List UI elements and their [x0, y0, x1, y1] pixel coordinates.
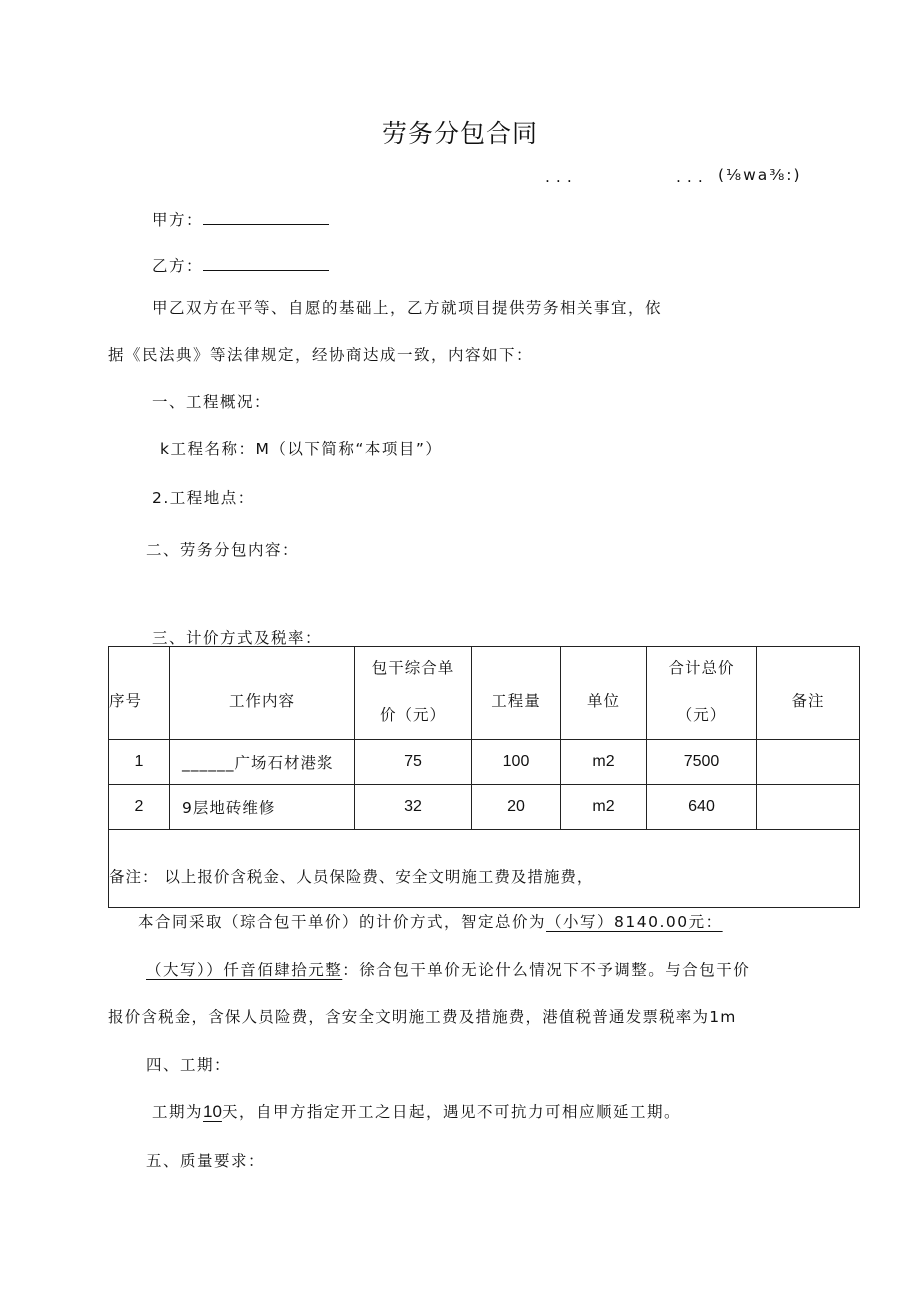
header-remark: 备注 — [791, 692, 825, 710]
row-1-remark — [757, 740, 860, 785]
row-2-unit: m2 — [561, 785, 647, 830]
table-row — [109, 740, 860, 785]
header-remark-cell — [757, 647, 860, 740]
pricing-table — [108, 646, 860, 908]
intro-line-2: 据《民法典》等法律规定，经协商达成一致，内容如下： — [108, 346, 534, 364]
header-seq: 序号 — [109, 692, 143, 710]
total-amount-lower: （小写）8140.00元： — [546, 913, 723, 931]
header-seq-cell — [109, 647, 170, 740]
period-pre: 工期为 — [152, 1103, 204, 1121]
party-a-label: 甲方： — [152, 211, 204, 229]
total-amount-upper: （大写））仟音佰肆拾元整 — [146, 961, 343, 979]
header-unit: 单位 — [586, 692, 620, 710]
project-name-item: k工程名称：M（以下简称“本项目”） — [160, 440, 443, 458]
header-total-cell — [647, 647, 757, 740]
row-2-price: 32 — [355, 785, 472, 830]
intro-line-1: 甲乙双方在平等、自愿的基础上，乙方就项目提供劳务相关事宜，依 — [152, 299, 663, 317]
pricing-line-2 — [146, 958, 750, 980]
party-a-blank — [203, 208, 329, 225]
party-b-line — [152, 254, 329, 276]
party-a-line — [152, 208, 329, 230]
contract-no-dots-b: ... — [676, 168, 709, 186]
row-2-total: 640 — [647, 785, 757, 830]
section-1-heading: 一、工程概况： — [152, 393, 272, 411]
header-content: 工作内容 — [228, 692, 295, 710]
party-b-label: 乙方： — [152, 257, 204, 275]
header-unit-cell — [561, 647, 647, 740]
row-1-price: 75 — [355, 740, 472, 785]
table-row — [109, 785, 860, 830]
pricing-line-1 — [138, 910, 723, 932]
party-b-blank — [203, 254, 329, 271]
table-note-cell — [109, 830, 860, 908]
row-2-content: 9层地砖维修 — [170, 785, 355, 830]
page-title: 劳务分包合同 — [381, 119, 538, 148]
section-3-heading: 三、计价方式及税率： — [152, 629, 323, 647]
header-total — [647, 645, 756, 739]
table-note: 备注： 以上报价含税金、人员保险费、安全文明施工费及措施费， — [109, 868, 594, 886]
row-1-content: ______广场石材港浆 — [170, 740, 355, 785]
row-2-remark — [757, 785, 860, 830]
section-5-heading: 五、质量要求： — [146, 1152, 266, 1170]
header-unit-price-line1: 包干综合单 — [371, 659, 455, 677]
header-quantity: 工程量 — [491, 692, 541, 710]
pricing-clause-text: ：徐合包干单价无论什么情况下不予调整。与合包干价 — [342, 961, 751, 979]
pricing-method-text: 本合同采取（琮合包干单价）的计价方式，智定总价为 — [138, 913, 547, 931]
contract-no-garbled: (⅛wa⅜:) — [718, 166, 802, 184]
row-1-unit: m2 — [561, 740, 647, 785]
period-post: 天，自甲方指定开工之日起，遇见不可抗力可相应顺延工期。 — [221, 1103, 681, 1121]
header-total-line2: （元） — [676, 706, 727, 724]
row-1-qty: 100 — [472, 740, 561, 785]
table-header-row — [109, 647, 860, 740]
header-unit-price-cell — [355, 647, 472, 740]
contract-no-dots-a: ... — [545, 168, 578, 186]
row-1-total: 7500 — [647, 740, 757, 785]
period-days: 10 — [203, 1102, 222, 1121]
header-total-line1: 合计总价 — [668, 659, 735, 677]
header-content-cell — [170, 647, 355, 740]
period-line — [152, 1100, 681, 1122]
header-unit-price-line2: 价（元） — [379, 706, 446, 724]
header-quantity-cell — [472, 647, 561, 740]
project-location-item: 2.工程地点： — [152, 489, 255, 507]
row-2-seq: 2 — [109, 785, 170, 830]
section-2-heading: 二、劳务分包内容： — [146, 541, 300, 559]
pricing-line-3: 报价含税金，含保人员险费，含安全文明施工费及措施费，港值税普通发票税率为1m — [108, 1008, 737, 1026]
section-4-heading: 四、工期： — [146, 1056, 232, 1074]
row-1-seq: 1 — [109, 740, 170, 785]
table-note-row — [109, 830, 860, 908]
header-unit-price — [355, 645, 471, 739]
row-2-qty: 20 — [472, 785, 561, 830]
